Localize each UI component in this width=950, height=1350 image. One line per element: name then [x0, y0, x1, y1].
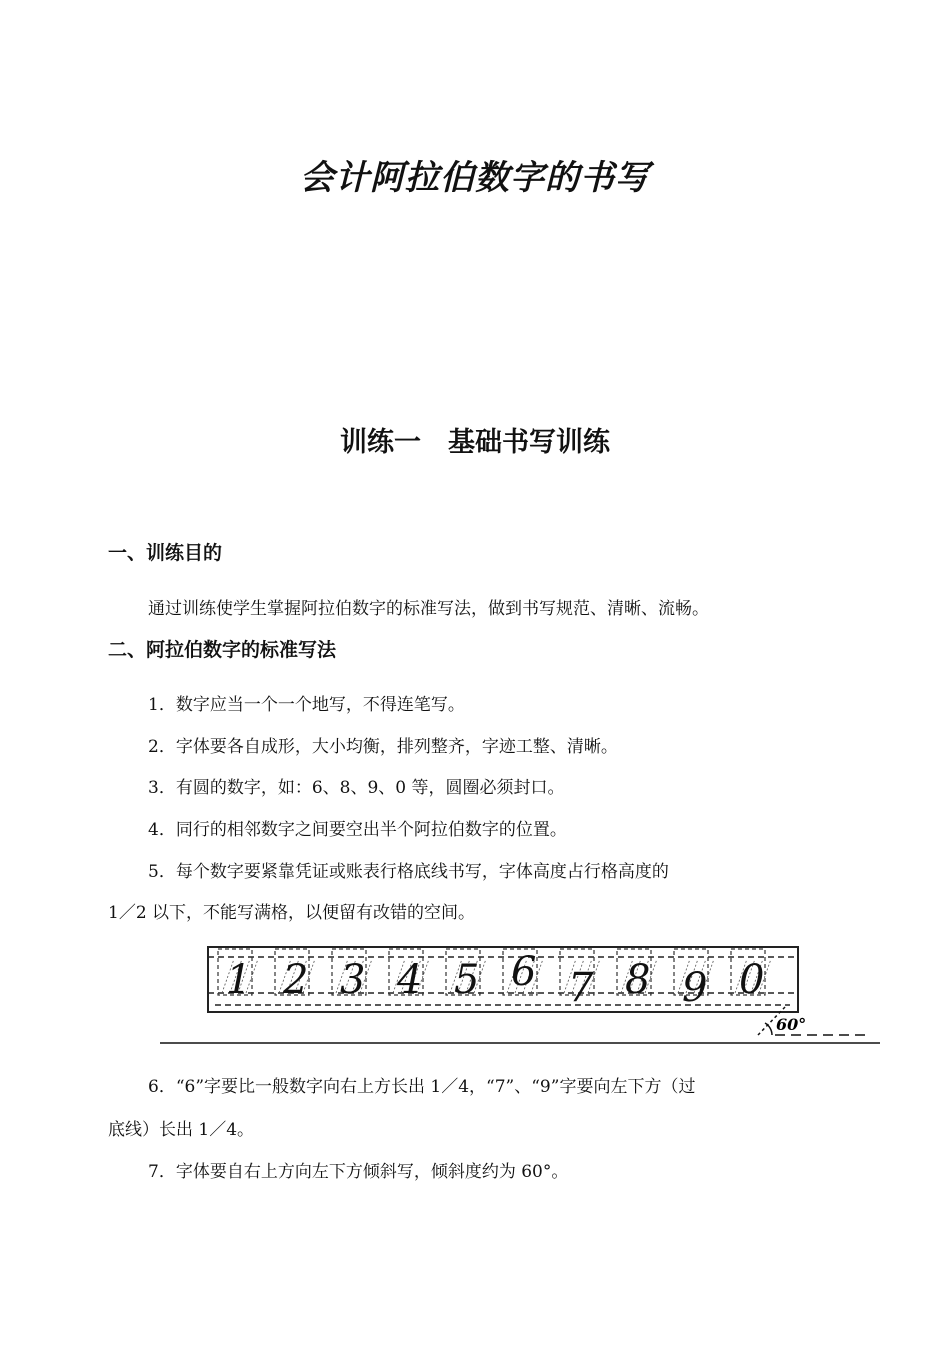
section1-heading: 一、训练目的 — [108, 542, 223, 564]
handwritten-digit: 9 — [682, 965, 708, 1011]
handwritten-digit: 8 — [625, 957, 651, 1003]
rule-item-6-cont: 底线）长出 1／4。 — [108, 1120, 255, 1140]
handwritten-digit: 7 — [568, 965, 594, 1011]
digit-writing-figure — [160, 935, 880, 1050]
digit-grid-svg — [160, 935, 880, 1050]
section1-text: 通过训练使学生掌握阿拉伯数字的标准写法，做到书写规范、清晰、流畅。 — [148, 599, 709, 619]
handwritten-digit: 4 — [397, 957, 423, 1003]
rule-item-1: 1．数字应当一个一个地写，不得连笔写。 — [148, 695, 465, 715]
handwritten-digit: 1 — [226, 957, 252, 1003]
handwritten-digit: 0 — [739, 957, 765, 1003]
angle-label: 60° — [776, 1015, 807, 1034]
rule-item-6: 6．“6”字要比一般数字向右上方长出 1／4，“7”、“9”字要向左下方（过 — [148, 1077, 696, 1097]
rule-item-2: 2．字体要各自成形，大小均衡，排列整齐，字迹工整、清晰。 — [148, 737, 618, 757]
handwritten-digit: 6 — [511, 949, 537, 995]
handwritten-digit: 5 — [454, 957, 480, 1003]
document-title: 会计阿拉伯数字的书写 — [300, 158, 650, 198]
rule-item-5: 5．每个数字要紧靠凭证或账表行格底线书写，字体高度占行格高度的 — [148, 862, 669, 882]
handwritten-digit: 3 — [340, 957, 366, 1003]
rule-item-3: 3．有圆的数字，如：6、8、9、0 等，圆圈必须封口。 — [148, 778, 565, 798]
handwritten-digit: 2 — [283, 957, 309, 1003]
angle-arc — [765, 1023, 772, 1035]
rule-item-7: 7．字体要自右上方向左下方倾斜写，倾斜度约为 60°。 — [148, 1162, 569, 1182]
rule-item-5-cont: 1／2 以下，不能写满格，以便留有改错的空间。 — [108, 903, 476, 923]
rule-item-4: 4．同行的相邻数字之间要空出半个阿拉伯数字的位置。 — [148, 820, 567, 840]
section2-heading: 二、阿拉伯数字的标准写法 — [108, 639, 337, 661]
training-title: 训练一 基础书写训练 — [340, 427, 610, 458]
